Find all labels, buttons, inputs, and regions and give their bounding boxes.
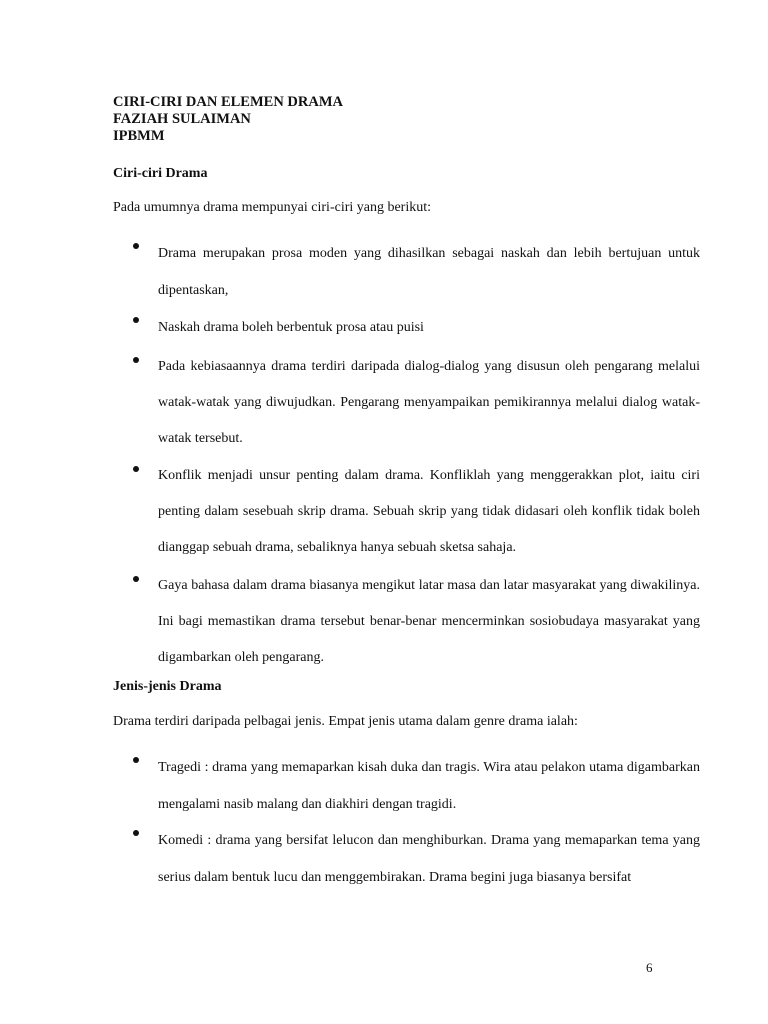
bullet-icon bbox=[133, 830, 139, 836]
bullet-icon bbox=[133, 576, 139, 582]
bullet-icon bbox=[133, 243, 139, 249]
list-item-text: Gaya bahasa dalam drama biasanya mengikut latar masa dan latar masyarakat yang diwakilinya. Ini bagi memastikan drama tersebut benar-benar mencerminkan sosiobudaya masyarakat yang digambarkan oleh pengarang. bbox=[158, 578, 700, 665]
section-intro-ciri-ciri: Pada umumnya drama mempunyai ciri-ciri yang berikut: bbox=[113, 200, 432, 215]
section-intro-jenis-jenis: Drama terdiri daripada pelbagai jenis. Empat jenis utama dalam genre drama ialah: bbox=[113, 714, 578, 729]
bullet-icon bbox=[133, 757, 139, 763]
list-item-text: Drama merupakan prosa moden yang dihasilkan sebagai naskah dan lebih bertujuan untuk dipentaskan, bbox=[158, 246, 700, 298]
list-item-text: Tragedi : drama yang memaparkan kisah duka dan tragis. Wira atau pelakon utama digambarkan mengalami nasib malang dan diakhiri dengan tragidi. bbox=[158, 760, 700, 812]
document-header bbox=[113, 94, 343, 145]
author-name: FAZIAH SULAIMAN bbox=[113, 111, 251, 127]
section-title-ciri-ciri: Ciri-ciri Drama bbox=[113, 166, 208, 181]
bullet-icon bbox=[133, 466, 139, 472]
bullet-icon bbox=[133, 317, 139, 323]
list-item-text: Naskah drama boleh berbentuk prosa atau puisi bbox=[158, 320, 424, 335]
page-number: 6 bbox=[646, 960, 653, 975]
list-item-text: Komedi : drama yang bersifat lelucon dan menghiburkan. Drama yang memaparkan tema yang serius dalam bentuk lucu dan menggembirakan. Drama begini juga biasanya bersifat bbox=[158, 833, 700, 885]
list-item-text: Konflik menjadi unsur penting dalam drama. Konfliklah yang menggerakkan plot, iaitu ciri penting dalam sesebuah skrip drama. Sebuah skrip yang tidak didasari oleh konflik tidak boleh dianggap sebuah drama, sebaliknya hanya sebuah sketsa sahaja. bbox=[158, 468, 700, 555]
institution-name: IPBMM bbox=[113, 128, 165, 144]
document-title: CIRI-CIRI DAN ELEMEN DRAMA bbox=[113, 94, 343, 110]
list-item-text: Pada kebiasaannya drama terdiri daripada dialog-dialog yang disusun oleh pengarang melalui watak-watak yang diwujudkan. Pengarang menyampaikan pemikirannya melalui dialog watak-watak tersebut. bbox=[158, 359, 700, 446]
section-title-jenis-jenis: Jenis-jenis Drama bbox=[113, 679, 222, 694]
bullet-icon bbox=[133, 357, 139, 363]
